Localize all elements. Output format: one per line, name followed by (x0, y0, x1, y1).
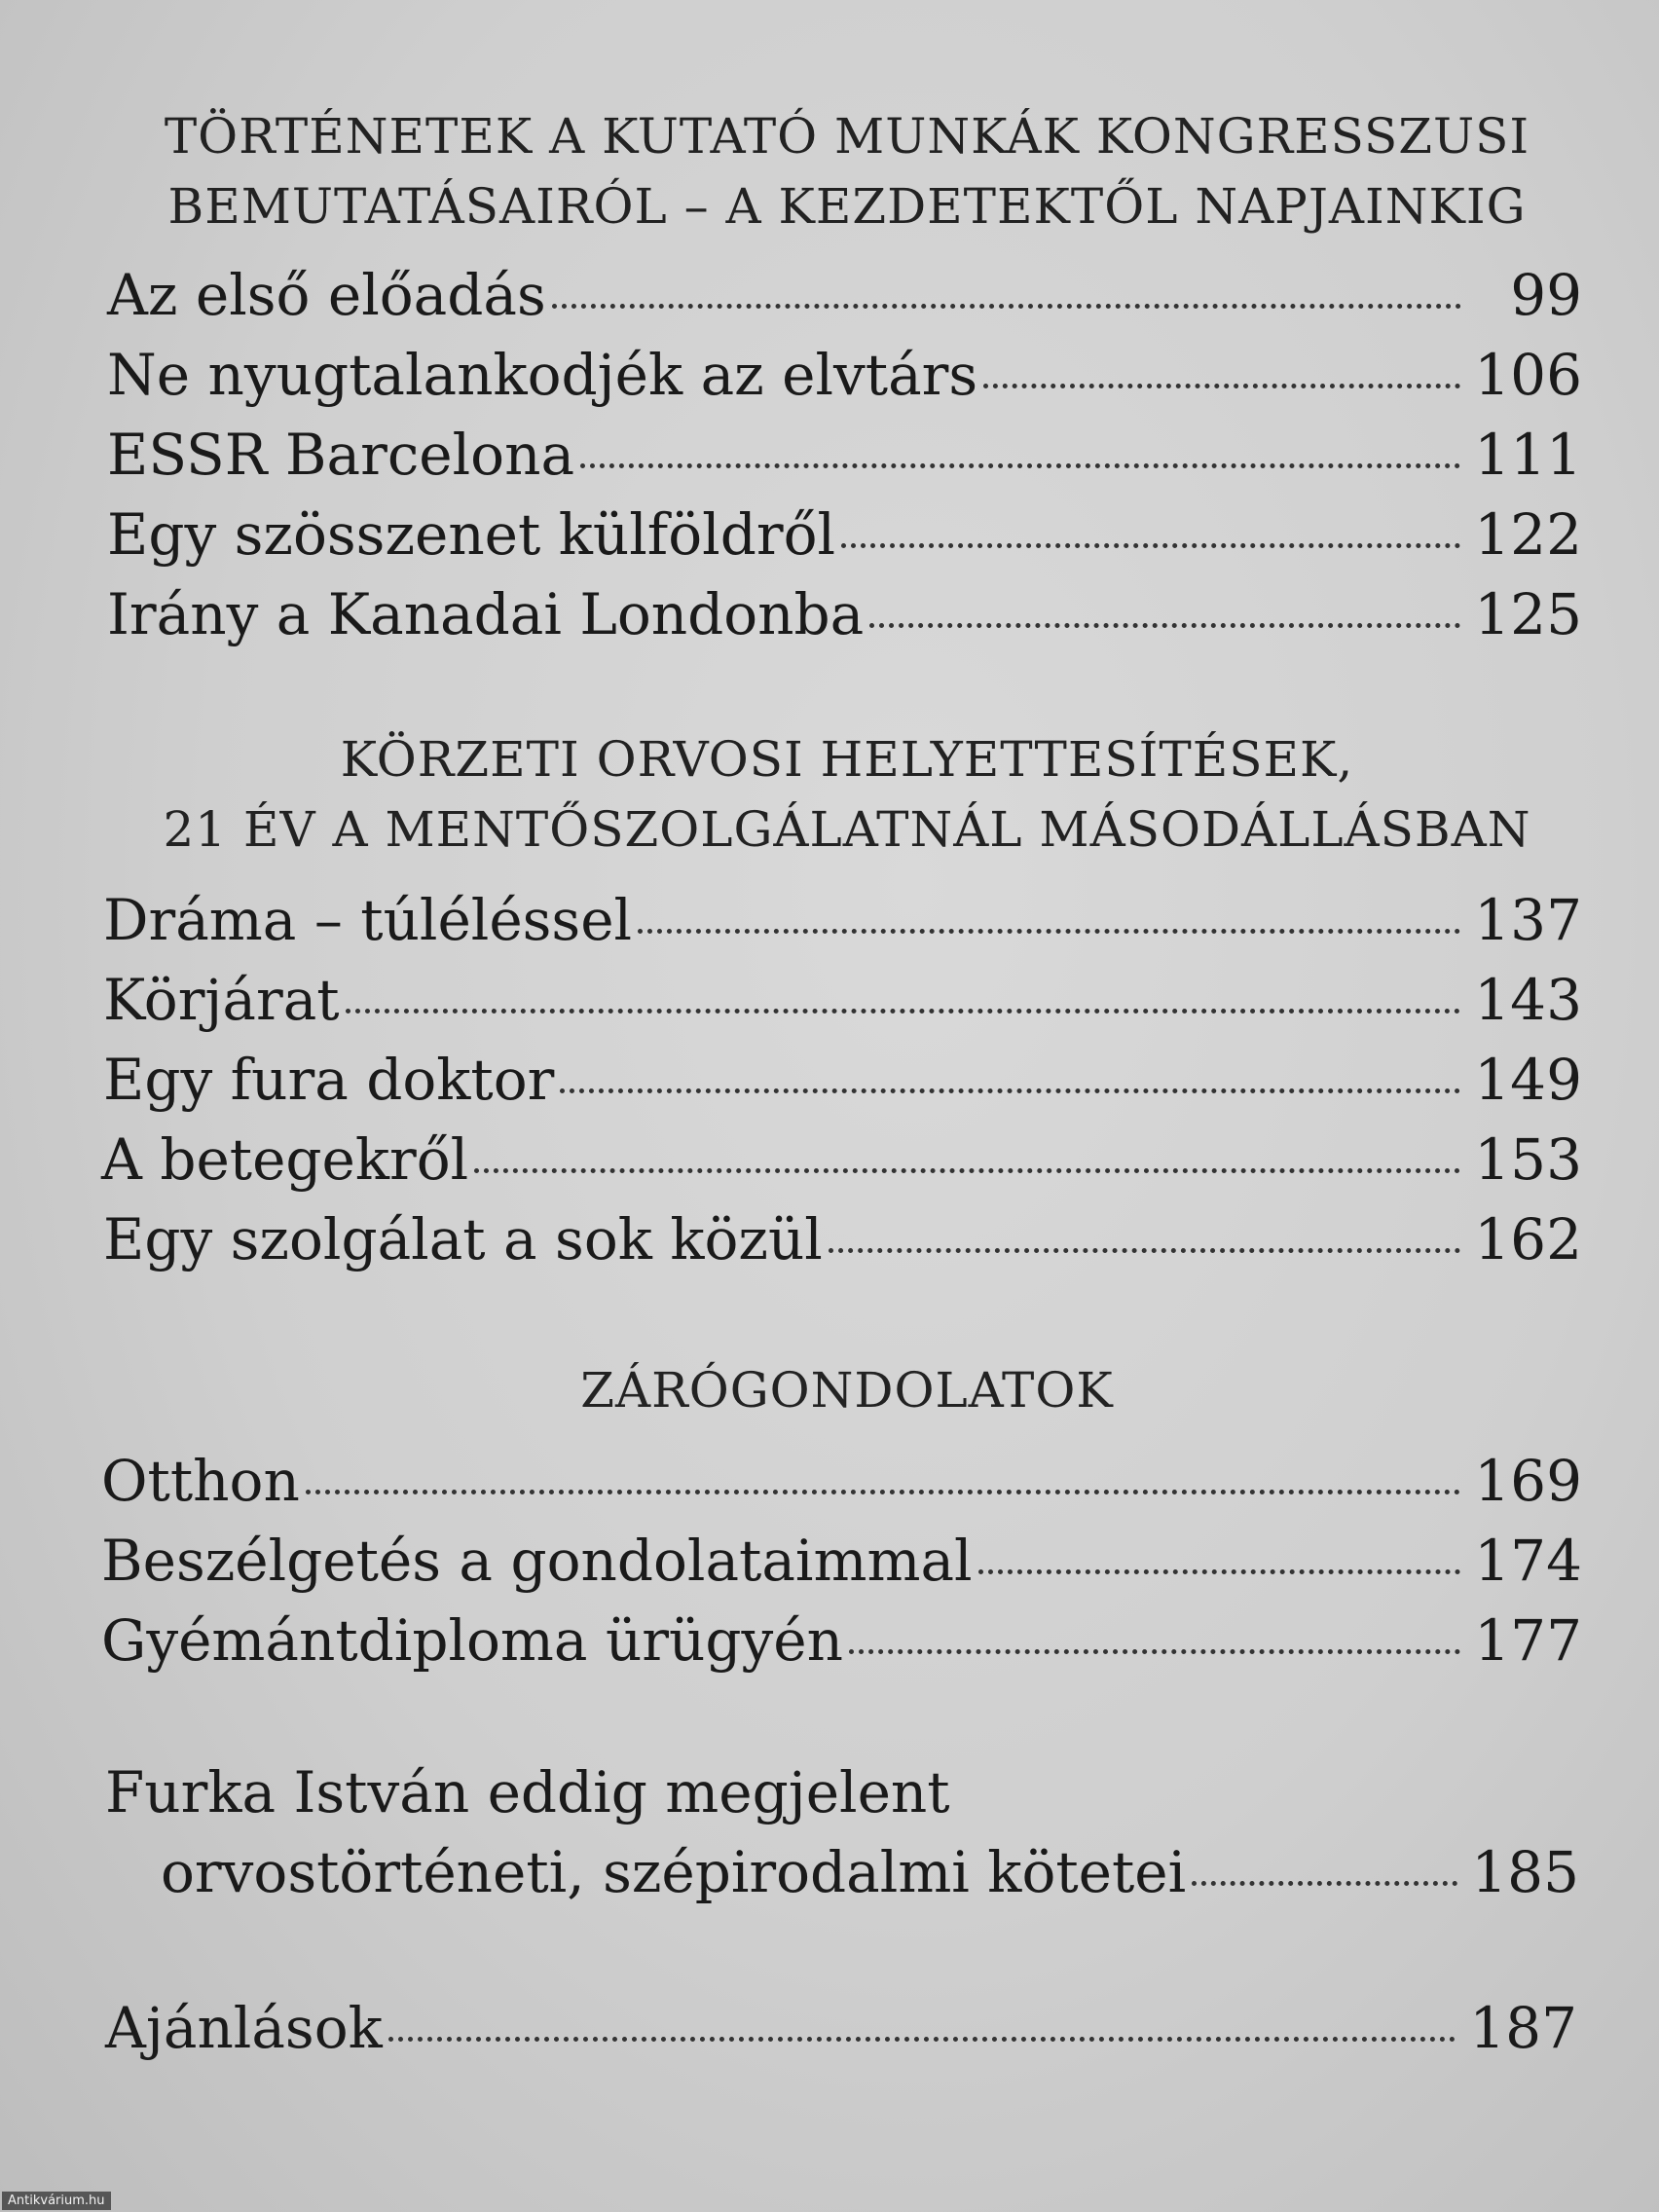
entry-page-number: 185 (1471, 1839, 1579, 1905)
dot-leader (841, 539, 1460, 548)
entry-title: Az első előadás (107, 262, 546, 328)
toc-entry[interactable] (101, 1601, 1582, 1680)
entry-title: Körjárat (103, 967, 340, 1033)
entry-title: ESSR Barcelona (107, 422, 575, 488)
toc-entry[interactable] (103, 1040, 1582, 1120)
heading-line: BEMUTATÁSAIRÓL – A KEZDETEKTŐL NAPJAINKIG (167, 178, 1527, 235)
entry-page-number: 169 (1474, 1448, 1582, 1514)
entry-title: orvostörténeti, szépirodalmi kötetei (161, 1839, 1187, 1905)
heading-line: TÖRTÉNETEK A KUTATÓ MUNKÁK KONGRESSZUSI (164, 108, 1530, 165)
entry-title: Egy fura doktor (103, 1047, 555, 1113)
entry-page-number: 174 (1474, 1528, 1582, 1594)
toc-entry[interactable] (107, 255, 1582, 335)
dot-leader (1192, 1877, 1457, 1886)
entry-page-number: 125 (1474, 581, 1582, 647)
dot-leader (869, 619, 1460, 628)
entry-title: Egy szolgálat a sok közül (103, 1206, 823, 1272)
entry-title: Egy szösszenet külföldről (107, 501, 836, 568)
toc-entry[interactable] (101, 1521, 1582, 1601)
entry-title: Beszélgetés a gondolataimmal (101, 1528, 973, 1594)
heading-line: ZÁRÓGONDOLATOK (580, 1362, 1114, 1419)
toc-entry[interactable] (105, 1988, 1577, 2068)
entry-page-number: 122 (1474, 501, 1582, 568)
heading-line: 21 ÉV A MENTŐSZOLGÁLATNÁL MÁSODÁLLÁSBAN (163, 801, 1531, 858)
section-heading-2 (0, 724, 1659, 865)
toc-entry[interactable] (107, 335, 1582, 415)
toc-entry[interactable] (107, 574, 1582, 654)
entry-title: Gyémántdiploma ürügyén (101, 1607, 843, 1674)
dot-leader (474, 1164, 1460, 1173)
entry-page-number: 137 (1474, 887, 1582, 953)
furka-entry-line1: Furka István eddig megjelent (105, 1759, 950, 1825)
section-heading-1 (0, 101, 1659, 241)
toc-entry[interactable] (103, 960, 1582, 1040)
dot-leader (306, 1486, 1460, 1494)
toc-entry[interactable] (107, 415, 1582, 495)
dot-leader (849, 1645, 1460, 1654)
entry-page-number: 162 (1474, 1206, 1582, 1272)
entry-page-number: 177 (1474, 1607, 1582, 1674)
entry-title: Otthon (101, 1448, 300, 1514)
dot-leader (552, 300, 1461, 309)
toc-entry[interactable] (161, 1832, 1579, 1912)
toc-entry[interactable] (103, 1199, 1582, 1279)
entry-page-number: 187 (1469, 1995, 1577, 2061)
entry-page-number: 111 (1474, 422, 1582, 488)
entry-page-number: 153 (1474, 1126, 1582, 1193)
dot-leader (580, 460, 1460, 468)
dot-leader (978, 1566, 1461, 1574)
entry-title: Dráma – túléléssel (103, 887, 633, 953)
toc-entry[interactable] (101, 1441, 1582, 1521)
toc-entry[interactable] (103, 880, 1582, 960)
entry-title: Irány a Kanadai Londonba (107, 581, 865, 647)
dot-leader (638, 925, 1460, 934)
dot-leader (560, 1085, 1460, 1093)
dot-leader (983, 380, 1460, 388)
entry-page-number: 99 (1510, 262, 1582, 328)
entry-page-number: 149 (1474, 1047, 1582, 1113)
section-heading-3 (0, 1355, 1659, 1425)
toc-entry[interactable] (107, 495, 1582, 574)
entry-title: Ajánlások (105, 1995, 383, 2061)
dot-leader (388, 2033, 1456, 2042)
dot-leader (346, 1005, 1461, 1014)
heading-line: KÖRZETI ORVOSI HELYETTESÍTÉSEK, (340, 731, 1354, 788)
entry-page-number: 106 (1474, 342, 1582, 408)
toc-entry[interactable] (101, 1120, 1582, 1199)
entry-title: Ne nyugtalankodjék az elvtárs (107, 342, 978, 408)
entry-page-number: 143 (1474, 967, 1582, 1033)
dot-leader (829, 1244, 1460, 1253)
entry-title: A betegekről (101, 1126, 469, 1193)
watermark: Antikvárium.hu (2, 2192, 111, 2210)
